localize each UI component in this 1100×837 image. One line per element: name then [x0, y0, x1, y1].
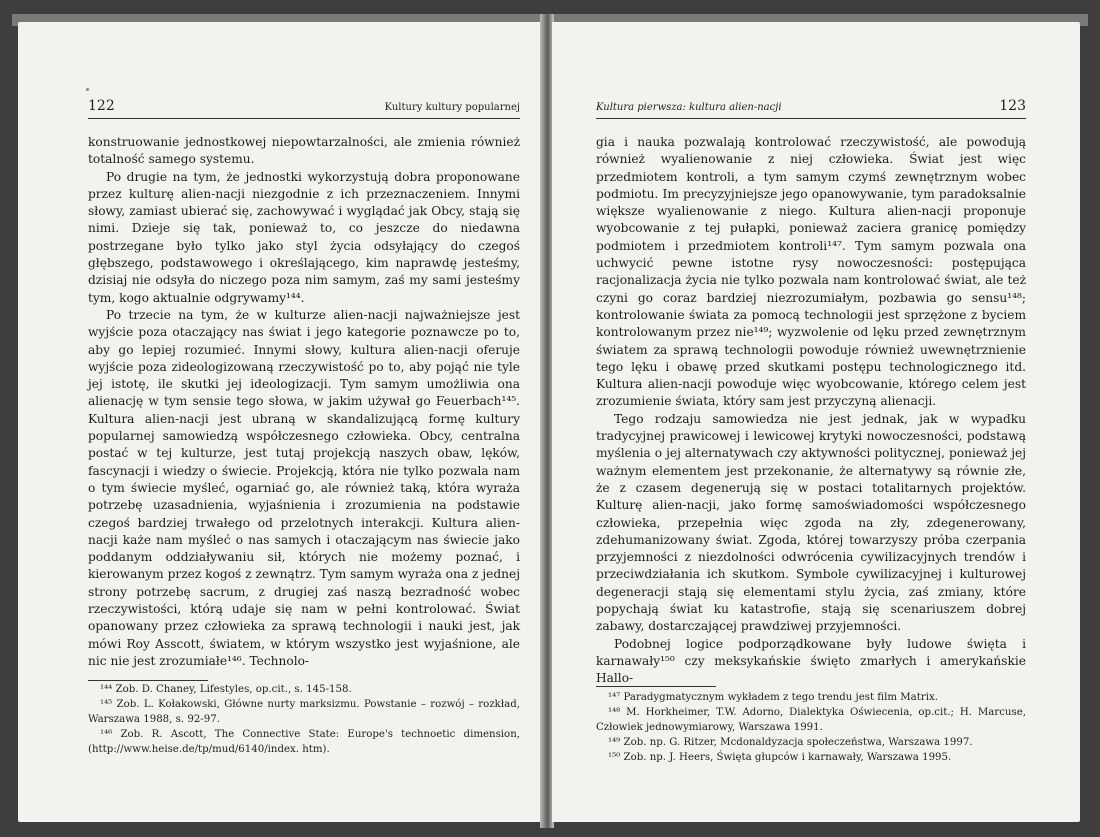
- paragraph: Podobnej logice podporządkowane były ludowe święta i karnawały¹⁵⁰ czy meksykańskie święto zmarłych i amerykańskie Hallo-: [596, 636, 1026, 686]
- right-page-header: [596, 98, 1026, 116]
- paragraph: Po drugie na tym, że jednostki wykorzystują dobra proponowane przez kulturę alien-nacji niezgodnie z ich przeznaczeniem. Innymi słowy, zamiast ubierać się, zachowywać i wyglądać jak Obcy, stają się nimi. Dzieje się tak, ponieważ to, co jeszcze do niedawna postrzegane było tylko jako styl życia odsyłający do czegoś głębszego, podstawowego i określającego, kim naprawdę jesteśmy, dzisiaj nie odsyła do niczego poza nim samym, zaś my sami jesteśmy tym, kogo aktualnie odgrywamy¹⁴⁴.: [88, 169, 520, 305]
- footnote: ¹⁴⁶ Zob. R. Ascott, The Connective State: Europe's technoetic dimension, (http://www.heise.de/tp/mud/6140/index. htm).: [88, 729, 520, 755]
- page-number: 123: [999, 98, 1026, 114]
- footnote: ¹⁴⁹ Zob. np. G. Ritzer, Mcdonaldyzacja społeczeństwa, Warszawa 1997.: [608, 737, 973, 748]
- left-footnotes: [88, 682, 520, 757]
- paragraph: gia i nauka pozwalają kontrolować rzeczywistość, ale powodują również wyalienowanie z niej człowieka. Świat jest więc przedmiotem kontroli, a tym samym czymś zewnętrznym wobec podmiotu. Im precyzyjniejsze jego opanowywanie, tym paradoksalnie większe wyalienowanie z niego. Kultura alien-nacji proponuje wyobcowanie z tej pułapki, ponieważ zaciera granicę pomiędzy podmiotem i przedmiotem kontroli¹⁴⁷. Tym samym pozwala ona uchwycić pewne istotne rysy nowoczesności: postępująca racjonalizacja życia nie tylko pozwala nam kontrolować świat, ale też czyni go coraz bardziej niezrozumiałym, pozbawia go sensu¹⁴⁸; kontrolowanie świata za pomocą technologii jest sprzężone z byciem kontrolowanym przez nie¹⁴⁹; wyzwolenie od lęku przed zewnętrznym światem za sprawą technologii powoduje również uwewnętrznienie tego lęku i obawę przed skutkami postępu technologicznego itd. Kultura alien-nacji powoduje więc wyobcowanie, którego celem jest zrozumienie świata, który sam jest przyczyną alienacji.: [596, 135, 1026, 409]
- running-head: Kultura pierwsza: kultura alien-nacji: [596, 102, 782, 113]
- left-page-header: [88, 98, 520, 116]
- speck-mark: [86, 88, 89, 91]
- right-body-text: [596, 134, 1026, 688]
- paragraph: Po trzecie na tym, że w kulturze alien-nacji najważniejsze jest wyjście poza otaczający nas świat i jego kategorie poznawcze po to, aby go lepiej rozumieć. Innymi słowy, kultura alien-nacji oferuje wyjście poza zideologizowaną rzeczywistość po to, aby pojąć nie tyle jej istotę, ile skutki jej ideologizacji. Tym samym umożliwia ona alienację w tym sensie tego słowa, w jakim używał go Feuerbach¹⁴⁵. Kultura alien-nacji jest ubraną w skandalizującą formę kultury popularnej samowiedzą współczesnego człowieka. Obcy, centralna postać w tej kulturze, jest tutaj projekcją naszych obaw, lęków, fascynacji i wiedzy o świecie. Projekcją, która nie tylko pozwala nam o tym świecie myśleć, ogarniać go, ale również taką, która wyraża potrzebę uzasadnienia, wyjaśnienia i zrozumienia na podstawie czegoś bardziej trwałego od przelotnych interakcji. Kultura alien-nacji każe nam myśleć o nas samych i otaczającym nas świecie jako poddanym oddziaływaniu sił, których nie możemy poznać, i kierowanym przez kogoś z zewnątrz. Tym samym wyraża ona z jednej strony potrzebę sacrum, z drugiej zaś naszą bezradność wobec rzeczywistości, którą udaje się nam w pełni kontrolować. Świat opanowany przez człowieka za sprawą technologii i nauki jest, jak mówi Roy Asscott, światem, w którym wszystko jest wyjaśnione, ale nic nie jest zrozumiałe¹⁴⁶. Technolo-: [88, 307, 520, 668]
- footnote-rule: [88, 680, 208, 681]
- footnote: ¹⁴⁴ Zob. D. Chaney, Lifestyles, op.cit., s. 145-158.: [100, 684, 352, 695]
- paragraph: Tego rodzaju samowiedza nie jest jednak, jak w wypadku tradycyjnej prawicowej i lewicowej krytyki nowoczesności, podstawą myślenia o jej alternatywach czy aktywności politycznej, ponieważ jej ważnym elementem jest przekonanie, że alternatywy są równie złe, że z czasem degenerują się w postaci totalitarnych projektów. Kulturę alien-nacji, jako formę samoświadomości współczesnego człowieka, przepełnia więc zgoda na zły, zdegenerowany, zdehumanizowany świat. Zgoda, której towarzyszy próba czerpania przyjemności z niezdolności odwrócenia cywilizacyjnych trendów i przeciwdziałania ich skutkom. Symbole cywilizacyjnej i kulturowej degeneracji stają się elementami stylu życia, zaś zmiany, które popychają świat ku katastrofie, stają się scenariuszem dobrej zabawy, dostarczającej prawdziwej przyjemności.: [596, 411, 1026, 634]
- page-number: 122: [88, 98, 115, 114]
- footnote: ¹⁴⁸ M. Horkheimer, T.W. Adorno, Dialektyka Oświecenia, op.cit.; H. Marcuse, Człowiek jednowymiarowy, Warszawa 1991.: [596, 707, 1026, 733]
- right-footnotes: [596, 690, 1026, 765]
- open-book: [12, 14, 1088, 828]
- footnote: ¹⁴⁷ Paradygmatycznym wykładem z tego trendu jest film Matrix.: [608, 692, 938, 703]
- header-rule: [596, 118, 1026, 119]
- left-body-text: [88, 134, 520, 670]
- footnote: ¹⁵⁰ Zob. np. J. Heers, Święta głupców i karnawały, Warszawa 1995.: [608, 752, 952, 763]
- running-head: Kultury kultury popularnej: [384, 102, 520, 113]
- right-page: [552, 22, 1080, 822]
- header-rule: [88, 118, 520, 119]
- footnote: ¹⁴⁵ Zob. L. Kołakowski, Główne nurty marksizmu. Powstanie – rozwój – rozkład, Warszawa 1988, s. 92-97.: [88, 699, 520, 725]
- footnote-rule: [596, 686, 716, 687]
- paragraph: konstruowanie jednostkowej niepowtarzalności, ale zmienia również totalność samego systemu.: [88, 135, 520, 167]
- left-page: [18, 22, 546, 822]
